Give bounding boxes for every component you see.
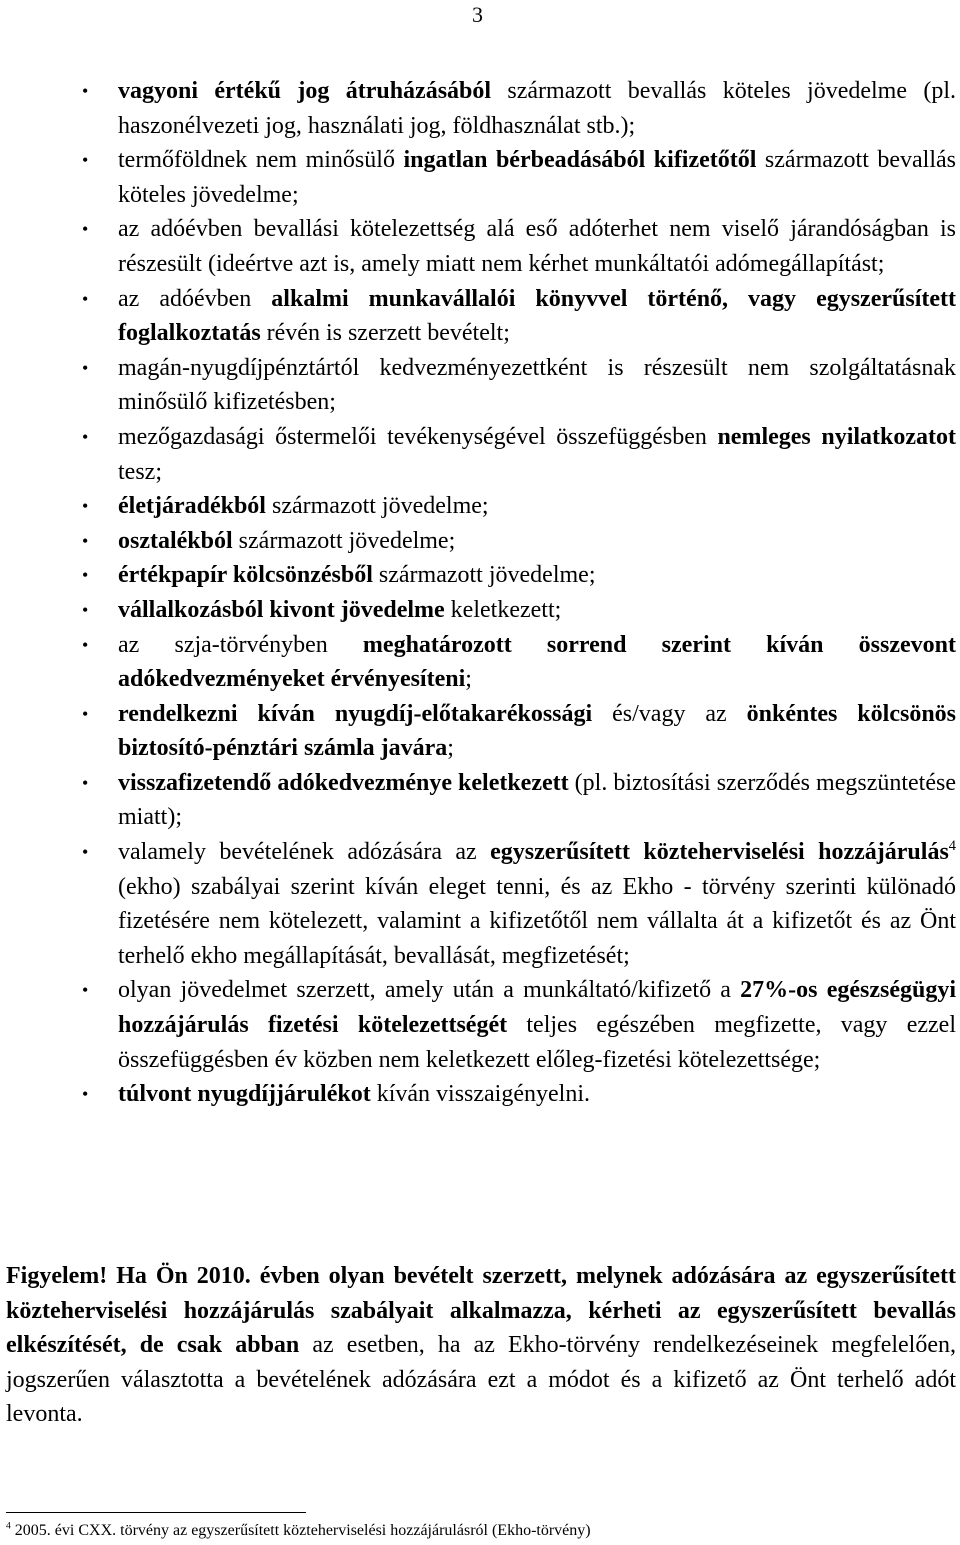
text-segment: az adóévben bbox=[118, 285, 272, 312]
list-item bbox=[82, 628, 956, 697]
bold-text: 27%-os egészségügyi hozzájárulás fizetési kötelezettségét bbox=[118, 977, 957, 1039]
bold-text: életjáradékból bbox=[118, 493, 266, 520]
bold-text: értékpapír kölcsönzésből bbox=[118, 562, 373, 589]
bold-text: rendelkezni kíván nyugdíj-előtakarékossági bbox=[118, 700, 593, 727]
text-segment: és/vagy az bbox=[592, 700, 747, 727]
bold-text: osztalékból bbox=[118, 527, 233, 554]
text-segment: teljes egészében megfizette, vagy ezzel összefüggésben év közben nem keletkezett előleg-fizetési kötelezettsége; bbox=[118, 1012, 956, 1073]
bold-text: vagyoni értékű jog átruházásából bbox=[118, 78, 492, 104]
bullet-icon: • bbox=[82, 1084, 89, 1105]
bullet-icon: • bbox=[82, 530, 89, 551]
bullet-icon: • bbox=[82, 219, 89, 240]
footnote bbox=[6, 1521, 591, 1541]
text-segment: az szja-törvényben bbox=[118, 631, 363, 658]
list-item bbox=[82, 212, 956, 281]
bullet-icon: • bbox=[82, 599, 89, 620]
text-segment: származott jövedelme; bbox=[232, 527, 456, 554]
bullet-icon: • bbox=[82, 288, 89, 309]
text-segment: termőföldnek nem minősülő bbox=[118, 147, 404, 174]
list-item bbox=[82, 420, 957, 489]
attention-note bbox=[6, 1259, 956, 1432]
text-segment: keletkezett; bbox=[444, 596, 562, 623]
text-segment: az esetben, ha az Ekho-törvény rendelkezéseinek megfelelően, jogszerűen választotta a bevételének adózására ezt a módot és a kifizető az Önt terhelő adót levonta. bbox=[6, 1332, 957, 1428]
bold-text: túlvont nyugdíjjárulékot bbox=[118, 1081, 371, 1108]
text-segment: (ekho) szabályai szerint kíván eleget tenni, és az Ekho - törvény szerinti különadó fizetésére nem kötelezett, valamint a kifizetőtől nem vállalta át a kifizetőt és az Önt terhelő ekho megállapítását, bevallását, megfizetését; bbox=[118, 873, 956, 969]
text-segment: révén is szerzett bevételt; bbox=[260, 320, 510, 347]
bold-text: nemleges nyilatkozatot bbox=[717, 423, 957, 450]
bullet-icon: • bbox=[82, 426, 89, 447]
text-segment: származott jövedelme; bbox=[265, 493, 489, 520]
text-segment: származott bevallás köteles jövedelme; bbox=[118, 147, 956, 208]
bullet-list bbox=[82, 74, 957, 1112]
list-item bbox=[82, 973, 957, 1077]
footnote-reference: 4 bbox=[948, 838, 956, 855]
bullet-icon: • bbox=[82, 703, 89, 724]
footnote-text: 2005. évi CXX. törvény az egyszerűsített közteherviselési hozzájárulásról (Ekho-törvény) bbox=[10, 1522, 591, 1539]
text-segment: magán-nyugdíjpénztártól kedvezményezettként is részesült nem szolgáltatásnak minősülő kifizetésben; bbox=[118, 354, 956, 416]
bullet-icon: • bbox=[82, 150, 89, 171]
text-segment: olyan jövedelmet szerzett, amely után a munkáltató/kifizető a bbox=[118, 977, 741, 1004]
footnote-separator bbox=[6, 1512, 306, 1513]
text-segment: kíván visszaigényelni. bbox=[370, 1081, 590, 1108]
bold-text: alkalmi munkavállalói könyvvel történő, vagy egyszerűsített foglalkoztatás bbox=[118, 285, 957, 347]
list-item bbox=[82, 593, 956, 628]
bullet-icon: • bbox=[82, 357, 89, 378]
bold-text: Figyelem! Ha Ön 2010. évben olyan bevételt szerzett, melynek adózására az egyszerűsített közteherviselési hozzájárulás szabályait alkalmazza, kérheti az egyszerűsített bevallás elkészítését, de csak abban bbox=[6, 1263, 956, 1359]
text-segment: tesz; bbox=[118, 458, 162, 485]
bold-text: önkéntes kölcsönös biztosító-pénztári számla javára bbox=[118, 700, 956, 762]
text-segment: származott bevallás köteles jövedelme (pl. haszonélvezeti jog, használati jog, földhasználat stb.); bbox=[118, 78, 956, 139]
list-item bbox=[82, 143, 956, 212]
bullet-icon: • bbox=[82, 980, 89, 1001]
text-segment: származott jövedelme; bbox=[372, 562, 596, 589]
list-item bbox=[82, 1077, 956, 1112]
bold-text: vállalkozásból kivont jövedelme bbox=[118, 596, 445, 623]
text-segment: valamely bevételének adózására az bbox=[118, 839, 491, 866]
text-segment: mezőgazdasági őstermelői tevékenységével összefüggésben bbox=[118, 423, 718, 450]
bullet-icon: • bbox=[82, 496, 89, 517]
text-segment: az adóévben bevallási kötelezettség alá eső adóterhet nem viselő járandóságban is részesült (ideértve azt is, amely miatt nem kérhet munkáltatói adómegállapítást; bbox=[118, 216, 956, 277]
bold-text: meghatározott sorrend szerint kíván összevont adókedvezményeket érvényesíteni bbox=[118, 631, 956, 693]
list-item bbox=[82, 282, 957, 351]
bold-text: visszafizetendő adókedvezménye keletkezett bbox=[118, 769, 569, 796]
bold-text: ingatlan bérbeadásából kifizetőtől bbox=[403, 147, 757, 174]
list-item bbox=[82, 835, 956, 973]
bold-text: egyszerűsített közteherviselési hozzájárulás bbox=[490, 839, 949, 866]
text-segment: (pl. biztosítási szerződés megszüntetése miatt); bbox=[118, 769, 956, 831]
bullet-icon: • bbox=[82, 565, 89, 586]
bullet-icon: • bbox=[82, 772, 89, 793]
list-item bbox=[82, 351, 956, 420]
list-item bbox=[82, 558, 956, 593]
list-item bbox=[82, 489, 956, 524]
bullet-icon: • bbox=[82, 842, 89, 863]
list-item bbox=[82, 74, 956, 143]
text-segment: ; bbox=[447, 735, 454, 762]
page-number: 3 bbox=[472, 2, 483, 27]
list-item bbox=[82, 524, 956, 559]
text-segment: ; bbox=[465, 666, 472, 693]
bullet-icon: • bbox=[82, 634, 89, 655]
footnote-marker: 4 bbox=[6, 1520, 11, 1532]
list-item bbox=[82, 766, 956, 835]
bullet-icon: • bbox=[82, 81, 89, 101]
list-item bbox=[82, 697, 956, 766]
